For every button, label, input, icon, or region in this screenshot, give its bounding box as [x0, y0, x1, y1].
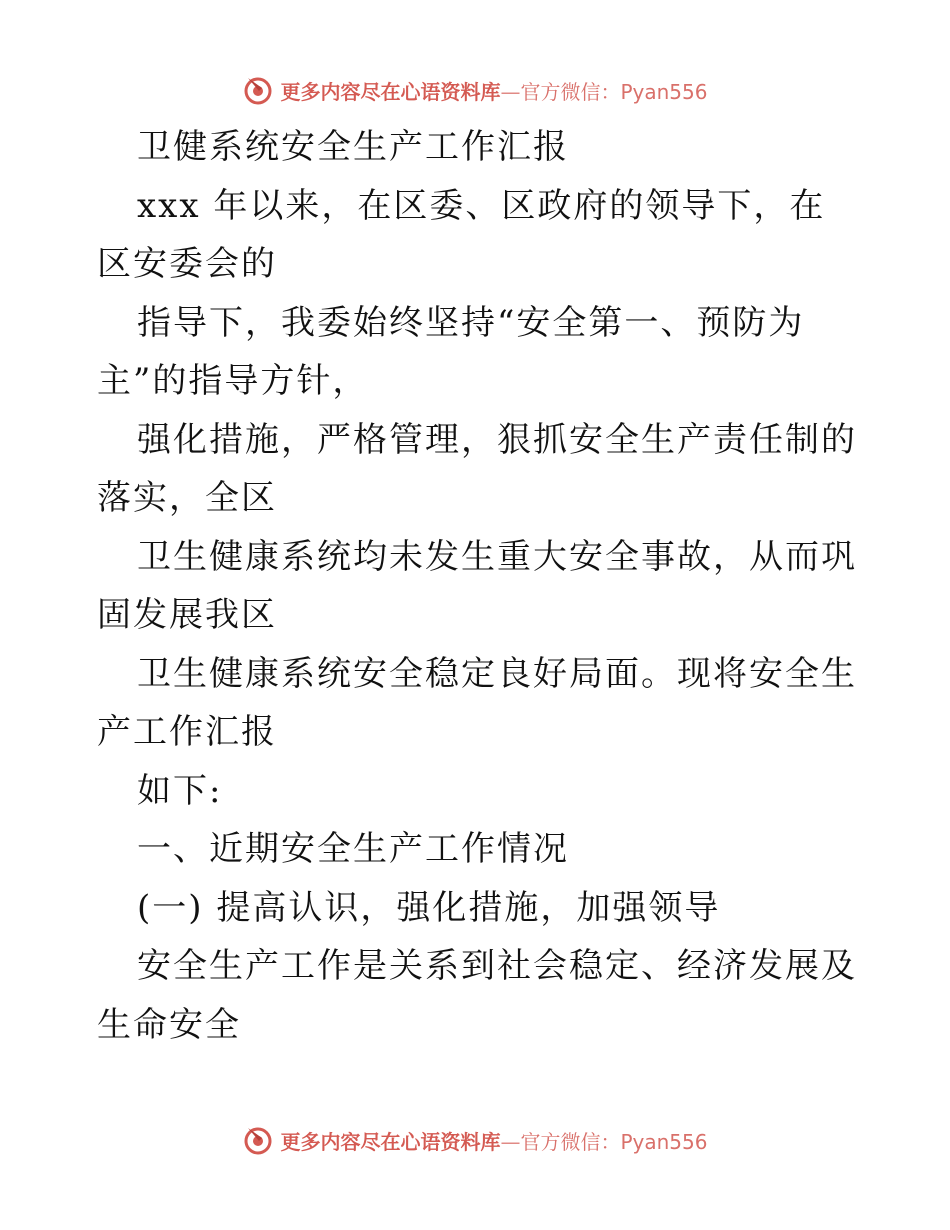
section-heading: 一、近期安全生产工作情况	[137, 829, 569, 869]
footer-watermark-banner	[0, 1120, 950, 1160]
paragraph: xxx 年以来，在区委、区政府的领导下，在区安委会的	[97, 185, 826, 284]
subsection-heading: (一) 提高认识，强化措施，加强领导	[137, 887, 721, 928]
paragraph-title: 卫健系统安全生产工作汇报	[137, 127, 569, 167]
paragraph: 如下:	[137, 770, 223, 811]
pen-logo-icon	[242, 74, 274, 106]
pen-logo-icon	[242, 1124, 274, 1156]
paragraph: 卫生健康系统安全稳定良好局面。现将安全生产工作汇报	[97, 653, 857, 752]
paragraph: 强化措施，严格管理，狠抓安全生产责任制的落实，全区	[97, 419, 857, 518]
paragraph: 安全生产工作是关系到社会稳定、经济发展及生命安全	[97, 946, 857, 1045]
paragraph: 指导下，我委始终坚持“安全第一、预防为主”的指导方针，	[97, 302, 805, 401]
document-body	[97, 118, 857, 1054]
header-watermark-banner	[0, 70, 950, 110]
banner-text: 更多内容尽在心语资料库—官方微信：Pyan556	[280, 1129, 708, 1154]
paragraph: 卫生健康系统均未发生重大安全事故，从而巩固发展我区	[97, 536, 857, 635]
banner-text: 更多内容尽在心语资料库—官方微信：Pyan556	[280, 79, 708, 104]
